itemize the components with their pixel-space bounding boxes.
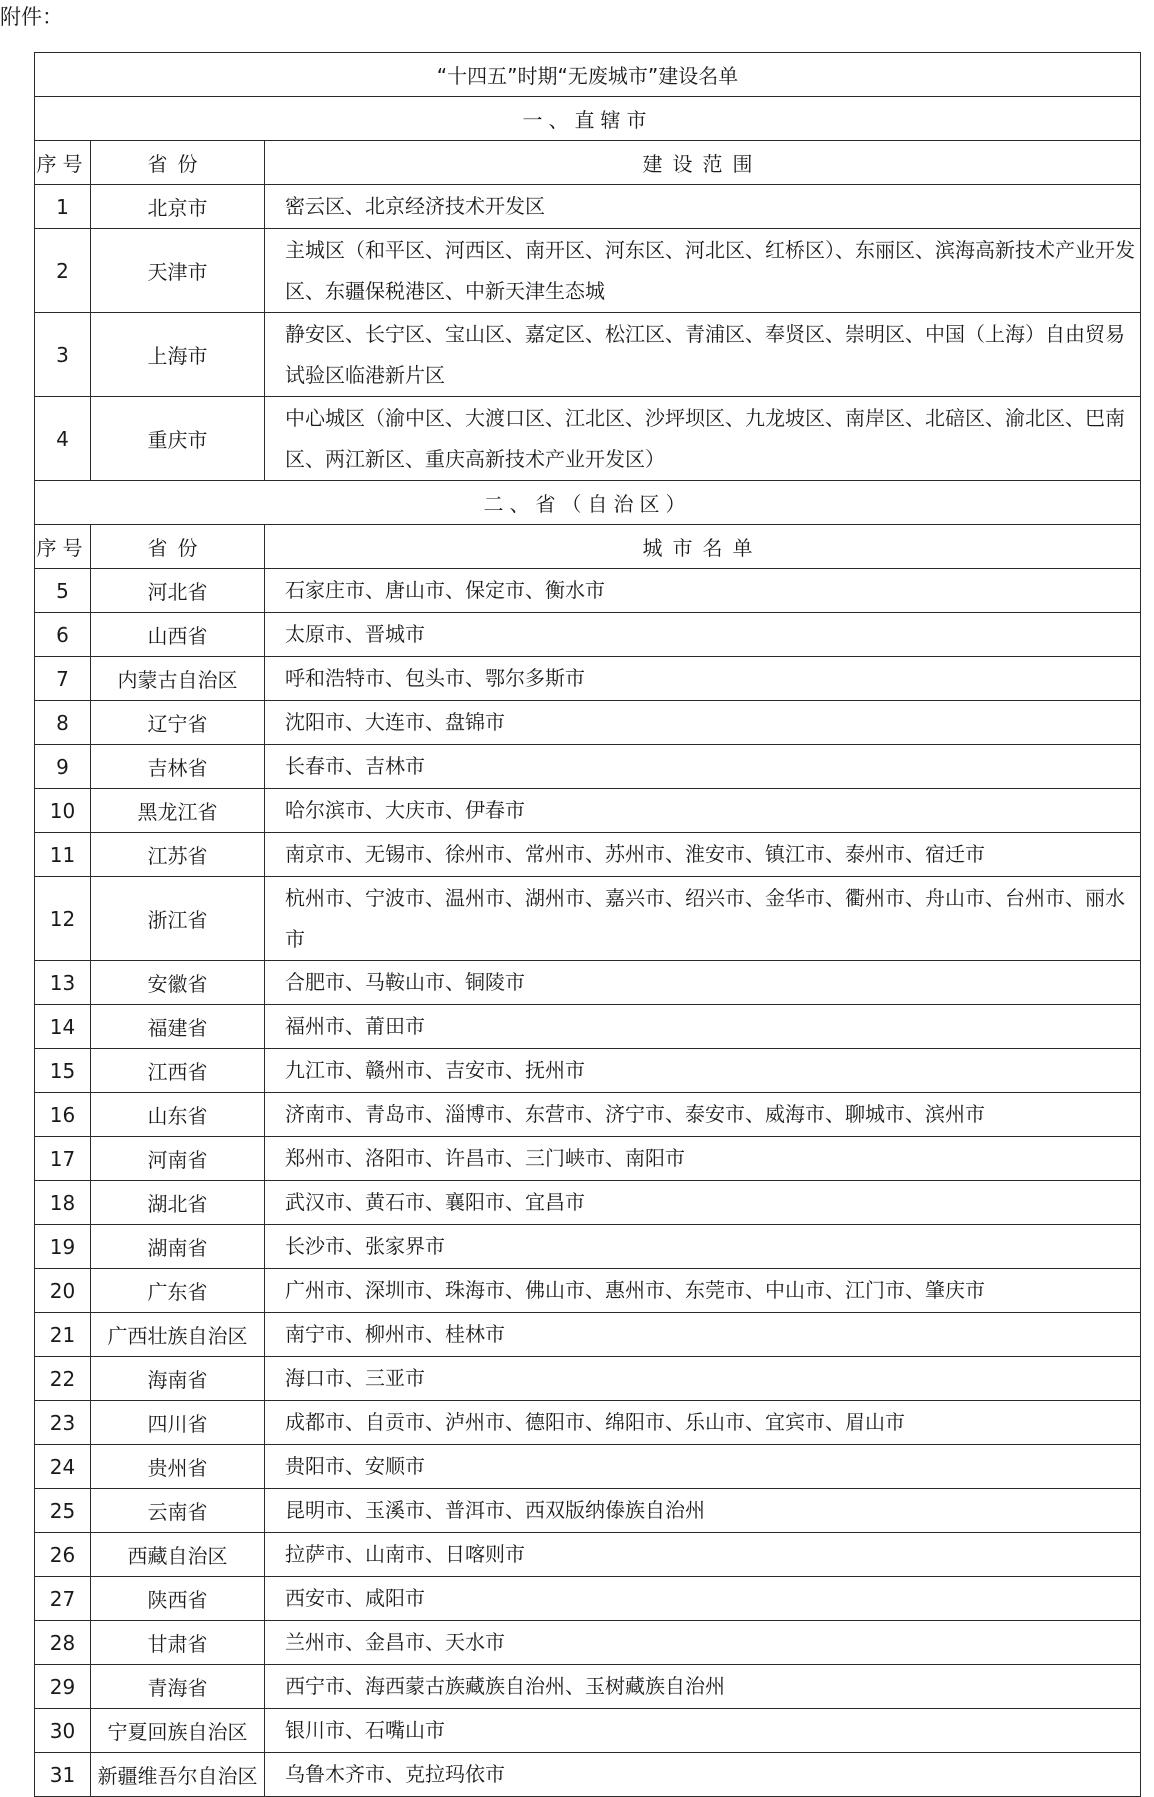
row-content: 银川市、石嘴山市 (265, 1709, 1141, 1753)
row-content: 呼和浩特市、包头市、鄂尔多斯市 (265, 657, 1141, 701)
row-province: 吉林省 (91, 745, 265, 789)
table-row (35, 701, 1141, 745)
row-province: 黑龙江省 (91, 789, 265, 833)
row-province: 湖北省 (91, 1181, 265, 1225)
row-number: 14 (35, 1005, 91, 1049)
table-row (35, 1225, 1141, 1269)
row-number: 26 (35, 1533, 91, 1577)
column-header-num: 序号 (35, 525, 91, 569)
table-row (35, 569, 1141, 613)
row-province: 内蒙古自治区 (91, 657, 265, 701)
table-row (35, 313, 1141, 397)
table-row (35, 1753, 1141, 1797)
row-province: 重庆市 (91, 397, 265, 481)
row-content: 西安市、咸阳市 (265, 1577, 1141, 1621)
table-row (35, 1709, 1141, 1753)
section-heading-row (35, 97, 1141, 141)
row-content: 哈尔滨市、大庆市、伊春市 (265, 789, 1141, 833)
section-heading: 二、省（自治区） (35, 481, 1141, 525)
table-row (35, 1401, 1141, 1445)
city-list-table (34, 52, 1141, 1797)
row-number: 30 (35, 1709, 91, 1753)
row-number: 16 (35, 1093, 91, 1137)
row-content: 武汉市、黄石市、襄阳市、宜昌市 (265, 1181, 1141, 1225)
column-header-province: 省份 (91, 141, 265, 185)
row-content: 济南市、青岛市、淄博市、东营市、济宁市、泰安市、威海市、聊城市、滨州市 (265, 1093, 1141, 1137)
row-province: 辽宁省 (91, 701, 265, 745)
row-number: 31 (35, 1753, 91, 1797)
row-province: 宁夏回族自治区 (91, 1709, 265, 1753)
table-row (35, 1357, 1141, 1401)
column-header-content: 建设范围 (265, 141, 1141, 185)
table-row (35, 1577, 1141, 1621)
row-content: 成都市、自贡市、泸州市、德阳市、绵阳市、乐山市、宜宾市、眉山市 (265, 1401, 1141, 1445)
row-province: 河北省 (91, 569, 265, 613)
row-number: 22 (35, 1357, 91, 1401)
column-header-num: 序号 (35, 141, 91, 185)
row-number: 8 (35, 701, 91, 745)
table-row (35, 1489, 1141, 1533)
row-number: 9 (35, 745, 91, 789)
table-row (35, 1533, 1141, 1577)
column-header-row (35, 525, 1141, 569)
table-row (35, 789, 1141, 833)
table-row (35, 1181, 1141, 1225)
table-row (35, 229, 1141, 313)
row-content: 拉萨市、山南市、日喀则市 (265, 1533, 1141, 1577)
row-content: 贵阳市、安顺市 (265, 1445, 1141, 1489)
row-content: 西宁市、海西蒙古族藏族自治州、玉树藏族自治州 (265, 1665, 1141, 1709)
row-content: 南京市、无锡市、徐州市、常州市、苏州市、淮安市、镇江市、泰州市、宿迁市 (265, 833, 1141, 877)
table-row (35, 1137, 1141, 1181)
row-content: 中心城区（渝中区、大渡口区、江北区、沙坪坝区、九龙坡区、南岸区、北碚区、渝北区、巴南区、两江新区、重庆高新技术产业开发区） (265, 397, 1141, 481)
row-number: 21 (35, 1313, 91, 1357)
row-number: 17 (35, 1137, 91, 1181)
table-body (35, 53, 1141, 1797)
section-heading: 一、直辖市 (35, 97, 1141, 141)
row-number: 4 (35, 397, 91, 481)
table-row (35, 1445, 1141, 1489)
row-province: 新疆维吾尔自治区 (91, 1753, 265, 1797)
row-province: 浙江省 (91, 877, 265, 961)
table-title: “十四五”时期“无废城市”建设名单 (35, 53, 1141, 97)
row-number: 6 (35, 613, 91, 657)
table-row (35, 745, 1141, 789)
row-content: 福州市、莆田市 (265, 1005, 1141, 1049)
row-province: 贵州省 (91, 1445, 265, 1489)
table-row (35, 1313, 1141, 1357)
row-province: 安徽省 (91, 961, 265, 1005)
row-province: 广西壮族自治区 (91, 1313, 265, 1357)
row-content: 九江市、赣州市、吉安市、抚州市 (265, 1049, 1141, 1093)
table-row (35, 613, 1141, 657)
row-province: 福建省 (91, 1005, 265, 1049)
row-province: 云南省 (91, 1489, 265, 1533)
row-province: 湖南省 (91, 1225, 265, 1269)
row-content: 乌鲁木齐市、克拉玛依市 (265, 1753, 1141, 1797)
column-header-content: 城市名单 (265, 525, 1141, 569)
row-province: 山西省 (91, 613, 265, 657)
table-row (35, 397, 1141, 481)
row-content: 静安区、长宁区、宝山区、嘉定区、松江区、青浦区、奉贤区、崇明区、中国（上海）自由贸易试验区临港新片区 (265, 313, 1141, 397)
table-row (35, 1665, 1141, 1709)
row-content: 太原市、晋城市 (265, 613, 1141, 657)
table-row (35, 1049, 1141, 1093)
row-number: 19 (35, 1225, 91, 1269)
table-row (35, 1093, 1141, 1137)
row-number: 25 (35, 1489, 91, 1533)
row-province: 山东省 (91, 1093, 265, 1137)
row-province: 江苏省 (91, 833, 265, 877)
table-row (35, 1621, 1141, 1665)
row-content: 合肥市、马鞍山市、铜陵市 (265, 961, 1141, 1005)
column-header-province: 省份 (91, 525, 265, 569)
row-province: 四川省 (91, 1401, 265, 1445)
row-province: 海南省 (91, 1357, 265, 1401)
row-number: 27 (35, 1577, 91, 1621)
row-content: 海口市、三亚市 (265, 1357, 1141, 1401)
row-content: 沈阳市、大连市、盘锦市 (265, 701, 1141, 745)
row-content: 昆明市、玉溪市、普洱市、西双版纳傣族自治州 (265, 1489, 1141, 1533)
row-number: 5 (35, 569, 91, 613)
row-number: 12 (35, 877, 91, 961)
row-number: 10 (35, 789, 91, 833)
section-heading-row (35, 481, 1141, 525)
row-number: 20 (35, 1269, 91, 1313)
row-content: 南宁市、柳州市、桂林市 (265, 1313, 1141, 1357)
table-row (35, 1005, 1141, 1049)
column-header-row (35, 141, 1141, 185)
table-title-row (35, 53, 1141, 97)
table-row (35, 877, 1141, 961)
row-content: 兰州市、金昌市、天水市 (265, 1621, 1141, 1665)
attachment-label: 附件： (0, 5, 63, 29)
row-province: 江西省 (91, 1049, 265, 1093)
row-number: 11 (35, 833, 91, 877)
row-number: 24 (35, 1445, 91, 1489)
table-row (35, 185, 1141, 229)
row-province: 上海市 (91, 313, 265, 397)
row-province: 陕西省 (91, 1577, 265, 1621)
table-row (35, 657, 1141, 701)
row-number: 13 (35, 961, 91, 1005)
row-content: 石家庄市、唐山市、保定市、衡水市 (265, 569, 1141, 613)
row-content: 主城区（和平区、河西区、南开区、河东区、河北区、红桥区）、东丽区、滨海高新技术产业开发区、东疆保税港区、中新天津生态城 (265, 229, 1141, 313)
row-content: 广州市、深圳市、珠海市、佛山市、惠州市、东莞市、中山市、江门市、肇庆市 (265, 1269, 1141, 1313)
row-province: 天津市 (91, 229, 265, 313)
row-number: 3 (35, 313, 91, 397)
row-number: 28 (35, 1621, 91, 1665)
table-row (35, 833, 1141, 877)
row-number: 15 (35, 1049, 91, 1093)
row-province: 河南省 (91, 1137, 265, 1181)
row-content: 杭州市、宁波市、温州市、湖州市、嘉兴市、绍兴市、金华市、衢州市、舟山市、台州市、丽水市 (265, 877, 1141, 961)
row-province: 青海省 (91, 1665, 265, 1709)
row-number: 18 (35, 1181, 91, 1225)
row-content: 密云区、北京经济技术开发区 (265, 185, 1141, 229)
row-number: 2 (35, 229, 91, 313)
row-number: 29 (35, 1665, 91, 1709)
row-content: 长春市、吉林市 (265, 745, 1141, 789)
row-number: 7 (35, 657, 91, 701)
row-content: 郑州市、洛阳市、许昌市、三门峡市、南阳市 (265, 1137, 1141, 1181)
row-province: 甘肃省 (91, 1621, 265, 1665)
row-province: 北京市 (91, 185, 265, 229)
row-province: 西藏自治区 (91, 1533, 265, 1577)
row-content: 长沙市、张家界市 (265, 1225, 1141, 1269)
row-province: 广东省 (91, 1269, 265, 1313)
table-row (35, 961, 1141, 1005)
table-row (35, 1269, 1141, 1313)
row-number: 1 (35, 185, 91, 229)
row-number: 23 (35, 1401, 91, 1445)
